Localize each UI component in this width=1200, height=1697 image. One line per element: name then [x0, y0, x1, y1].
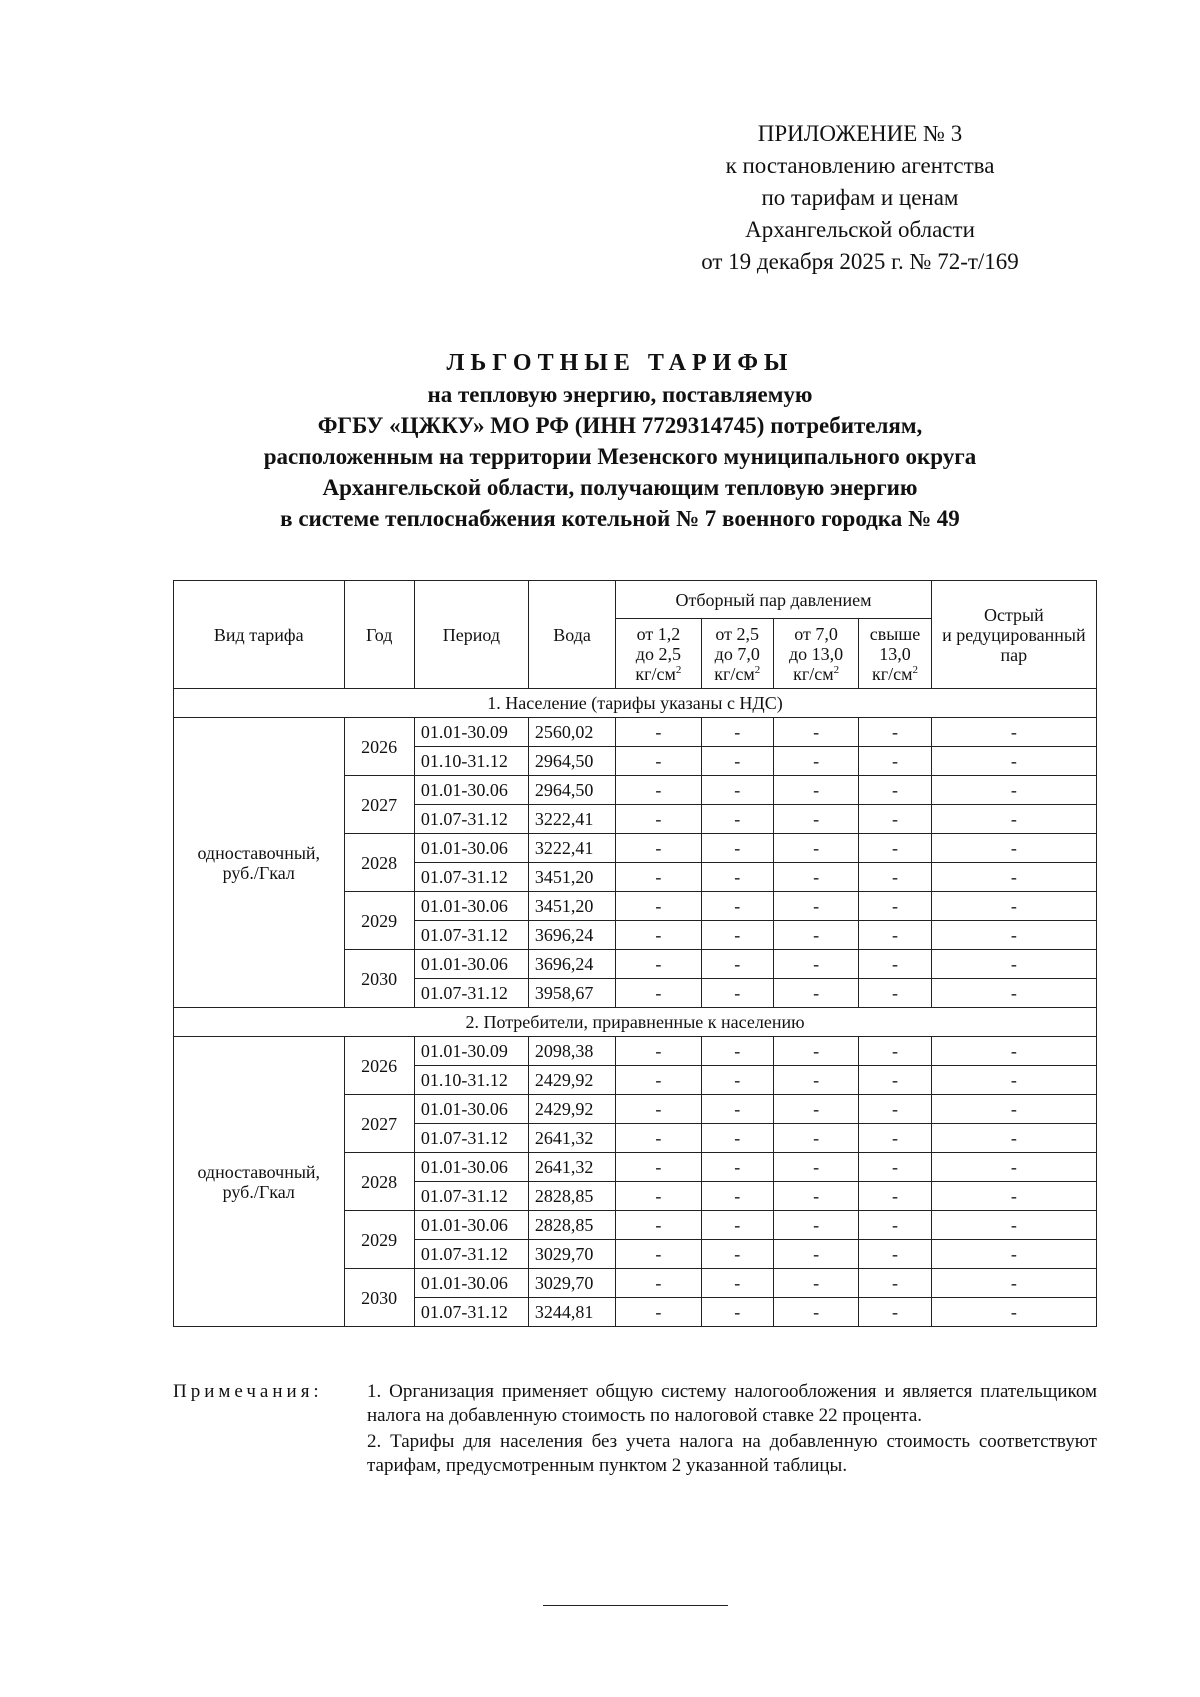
empty-value-cell: -: [773, 1153, 858, 1182]
empty-value-cell: -: [859, 1124, 932, 1153]
table-row: [174, 718, 1097, 747]
empty-value-cell: -: [701, 834, 773, 863]
year-cell: 2026: [344, 718, 414, 776]
tariff-table: [173, 580, 1097, 1327]
empty-value-cell: -: [931, 1037, 1096, 1066]
year-cell: 2027: [344, 776, 414, 834]
empty-value-cell: -: [773, 1182, 858, 1211]
empty-value-cell: -: [701, 718, 773, 747]
header-steam-line: свыше: [869, 623, 921, 644]
water-cell: 2098,38: [528, 1037, 615, 1066]
empty-value-cell: -: [859, 892, 932, 921]
empty-value-cell: -: [859, 1269, 932, 1298]
empty-value-cell: -: [859, 1240, 932, 1269]
title-line: расположенным на территории Мезенского муниципального округа: [263, 444, 977, 469]
water-cell: 3244,81: [528, 1298, 615, 1327]
header-steam-line: до 13,0: [789, 643, 844, 664]
empty-value-cell: -: [701, 892, 773, 921]
header-steam-line: до 7,0: [714, 643, 760, 664]
header-steam-col: [616, 619, 701, 689]
empty-value-cell: -: [773, 1095, 858, 1124]
unit-text: кг/см: [714, 663, 755, 684]
empty-value-cell: -: [931, 1269, 1096, 1298]
empty-value-cell: -: [773, 921, 858, 950]
notes: [173, 1380, 1097, 1480]
empty-value-cell: -: [931, 834, 1096, 863]
unit-text: кг/см: [635, 663, 676, 684]
empty-value-cell: -: [859, 834, 932, 863]
water-cell: 2560,02: [528, 718, 615, 747]
empty-value-cell: -: [701, 1037, 773, 1066]
empty-value-cell: -: [859, 747, 932, 776]
empty-value-cell: -: [616, 1153, 701, 1182]
empty-value-cell: -: [616, 1066, 701, 1095]
empty-value-cell: -: [931, 979, 1096, 1008]
empty-value-cell: -: [859, 1153, 932, 1182]
appendix-line: Архангельской области: [745, 217, 975, 242]
water-cell: 3958,67: [528, 979, 615, 1008]
empty-value-cell: -: [701, 747, 773, 776]
empty-value-cell: -: [701, 776, 773, 805]
empty-value-cell: -: [616, 805, 701, 834]
period-cell: 01.07-31.12: [414, 1240, 528, 1269]
period-cell: 01.10-31.12: [414, 747, 528, 776]
document-title: [120, 348, 1120, 534]
unit-superscript: 2: [912, 663, 918, 676]
signature-line: [543, 1605, 728, 1606]
table-row: [174, 1037, 1097, 1066]
header-sharp-line: Острый: [983, 604, 1044, 625]
period-cell: 01.07-31.12: [414, 979, 528, 1008]
header-year: Год: [344, 581, 414, 689]
period-cell: 01.01-30.06: [414, 1095, 528, 1124]
water-cell: 3451,20: [528, 863, 615, 892]
empty-value-cell: -: [701, 1211, 773, 1240]
empty-value-cell: -: [931, 718, 1096, 747]
empty-value-cell: -: [773, 776, 858, 805]
empty-value-cell: -: [616, 1124, 701, 1153]
year-cell: 2029: [344, 892, 414, 950]
empty-value-cell: -: [859, 1037, 932, 1066]
table-header: [174, 581, 1097, 689]
year-cell: 2030: [344, 1269, 414, 1327]
header-tariff-type: Вид тарифа: [174, 581, 345, 689]
header-steam-line: до 2,5: [635, 643, 681, 664]
water-cell: 3222,41: [528, 805, 615, 834]
header-steam-group: Отборный пар давлением: [616, 581, 931, 619]
empty-value-cell: -: [931, 1211, 1096, 1240]
empty-value-cell: -: [701, 863, 773, 892]
empty-value-cell: -: [773, 834, 858, 863]
header-steam-col: [773, 619, 858, 689]
empty-value-cell: -: [931, 1240, 1096, 1269]
header-steam-line: от 1,2: [636, 623, 681, 644]
empty-value-cell: -: [701, 1153, 773, 1182]
appendix-header: [650, 118, 1070, 278]
empty-value-cell: -: [701, 1269, 773, 1298]
empty-value-cell: -: [859, 979, 932, 1008]
title-line: ФГБУ «ЦЖКУ» МО РФ (ИНН 7729314745) потребителям,: [317, 413, 923, 438]
appendix-line: от 19 декабря 2025 г. № 72-т/169: [701, 249, 1019, 274]
period-cell: 01.07-31.12: [414, 863, 528, 892]
tariff-type-cell: [174, 1037, 345, 1327]
empty-value-cell: -: [701, 1124, 773, 1153]
empty-value-cell: -: [931, 1298, 1096, 1327]
year-cell: 2028: [344, 1153, 414, 1211]
water-cell: 3029,70: [528, 1240, 615, 1269]
empty-value-cell: -: [931, 747, 1096, 776]
unit-text: кг/см: [871, 663, 913, 684]
empty-value-cell: -: [931, 1095, 1096, 1124]
header-steam-col: [859, 619, 932, 689]
empty-value-cell: -: [773, 1211, 858, 1240]
header-sharp-line: пар: [1000, 644, 1028, 665]
year-cell: 2026: [344, 1037, 414, 1095]
empty-value-cell: -: [701, 979, 773, 1008]
water-cell: 2828,85: [528, 1182, 615, 1211]
section-title: 1. Население (тарифы указаны с НДС): [174, 689, 1097, 718]
period-cell: 01.01-30.06: [414, 776, 528, 805]
empty-value-cell: -: [616, 979, 701, 1008]
empty-value-cell: -: [701, 805, 773, 834]
empty-value-cell: -: [616, 1182, 701, 1211]
header-steam-col: [701, 619, 773, 689]
period-cell: 01.01-30.09: [414, 1037, 528, 1066]
note-item: 2. Тарифы для населения без учета налога на добавленную стоимость соответствуют тарифам, предусмотренным пунктом 2 указанной таблицы.: [367, 1431, 1097, 1476]
water-cell: 3451,20: [528, 892, 615, 921]
unit-superscript: 2: [754, 663, 761, 676]
water-cell: 2828,85: [528, 1211, 615, 1240]
title-heading: ЛЬГОТНЫЕ ТАРИФЫ: [446, 350, 794, 376]
empty-value-cell: -: [701, 921, 773, 950]
empty-value-cell: -: [773, 1037, 858, 1066]
empty-value-cell: -: [773, 1066, 858, 1095]
tariff-type-line: руб./Гкал: [222, 862, 295, 883]
title-line: на тепловую энергию, поставляемую: [427, 382, 813, 407]
empty-value-cell: -: [701, 1095, 773, 1124]
water-cell: 2641,32: [528, 1124, 615, 1153]
section-row: [174, 1008, 1097, 1037]
water-cell: 2641,32: [528, 1153, 615, 1182]
header-sharp-steam: [931, 581, 1096, 689]
appendix-line: ПРИЛОЖЕНИЕ № 3: [757, 121, 963, 146]
empty-value-cell: -: [859, 1095, 932, 1124]
appendix-line: по тарифам и ценам: [761, 185, 959, 210]
empty-value-cell: -: [931, 1066, 1096, 1095]
empty-value-cell: -: [931, 892, 1096, 921]
period-cell: 01.07-31.12: [414, 1298, 528, 1327]
empty-value-cell: -: [859, 805, 932, 834]
title-line: в системе теплоснабжения котельной № 7 военного городка № 49: [280, 506, 960, 531]
empty-value-cell: -: [616, 1211, 701, 1240]
empty-value-cell: -: [931, 776, 1096, 805]
period-cell: 01.07-31.12: [414, 1182, 528, 1211]
period-cell: 01.01-30.06: [414, 1153, 528, 1182]
empty-value-cell: -: [931, 1153, 1096, 1182]
header-steam-line: от 7,0: [794, 623, 838, 644]
table-body: [174, 689, 1097, 1327]
section-title: 2. Потребители, приравненные к населению: [174, 1008, 1097, 1037]
notes-label: Примечания:: [173, 1381, 323, 1402]
period-cell: 01.01-30.06: [414, 892, 528, 921]
empty-value-cell: -: [773, 892, 858, 921]
period-cell: 01.10-31.12: [414, 1066, 528, 1095]
empty-value-cell: -: [773, 718, 858, 747]
empty-value-cell: -: [773, 805, 858, 834]
header-steam-unit: [704, 664, 771, 684]
period-cell: 01.01-30.06: [414, 950, 528, 979]
empty-value-cell: -: [701, 950, 773, 979]
tariff-type-line: руб./Гкал: [222, 1181, 295, 1202]
empty-value-cell: -: [616, 1037, 701, 1066]
header-steam-unit: [776, 664, 856, 684]
empty-value-cell: -: [931, 863, 1096, 892]
empty-value-cell: -: [859, 718, 932, 747]
tariff-type-line: одноставочный,: [197, 842, 321, 863]
empty-value-cell: -: [859, 1182, 932, 1211]
empty-value-cell: -: [773, 1124, 858, 1153]
empty-value-cell: -: [859, 950, 932, 979]
water-cell: 2964,50: [528, 747, 615, 776]
water-cell: 3696,24: [528, 921, 615, 950]
empty-value-cell: -: [859, 1066, 932, 1095]
water-cell: 3696,24: [528, 950, 615, 979]
unit-superscript: 2: [833, 663, 840, 676]
empty-value-cell: -: [616, 1269, 701, 1298]
empty-value-cell: -: [701, 1066, 773, 1095]
empty-value-cell: -: [931, 805, 1096, 834]
tariff-type-cell: [174, 718, 345, 1008]
period-cell: 01.01-30.09: [414, 718, 528, 747]
empty-value-cell: -: [616, 863, 701, 892]
header-steam-line: 13,0: [879, 643, 911, 664]
empty-value-cell: -: [616, 921, 701, 950]
empty-value-cell: -: [773, 863, 858, 892]
header-period: Период: [414, 581, 528, 689]
empty-value-cell: -: [859, 776, 932, 805]
note-item: 1. Организация применяет общую систему налогообложения и является плательщиком налога на добавленную стоимость по налоговой ставке 22 процента.: [367, 1381, 1097, 1426]
year-cell: 2028: [344, 834, 414, 892]
period-cell: 01.01-30.06: [414, 834, 528, 863]
year-cell: 2027: [344, 1095, 414, 1153]
empty-value-cell: -: [859, 1298, 932, 1327]
empty-value-cell: -: [773, 950, 858, 979]
empty-value-cell: -: [773, 979, 858, 1008]
empty-value-cell: -: [931, 950, 1096, 979]
water-cell: 2429,92: [528, 1066, 615, 1095]
empty-value-cell: -: [773, 1240, 858, 1269]
period-cell: 01.07-31.12: [414, 1124, 528, 1153]
empty-value-cell: -: [616, 776, 701, 805]
water-cell: 3029,70: [528, 1269, 615, 1298]
header-water: Вода: [528, 581, 615, 689]
empty-value-cell: -: [616, 1298, 701, 1327]
empty-value-cell: -: [859, 863, 932, 892]
water-cell: 3222,41: [528, 834, 615, 863]
period-cell: 01.07-31.12: [414, 921, 528, 950]
year-cell: 2030: [344, 950, 414, 1008]
empty-value-cell: -: [931, 921, 1096, 950]
empty-value-cell: -: [701, 1182, 773, 1211]
empty-value-cell: -: [616, 892, 701, 921]
empty-value-cell: -: [616, 718, 701, 747]
empty-value-cell: -: [859, 1211, 932, 1240]
section-row: [174, 689, 1097, 718]
empty-value-cell: -: [859, 921, 932, 950]
empty-value-cell: -: [701, 1298, 773, 1327]
header-steam-unit: [618, 664, 698, 684]
empty-value-cell: -: [773, 1269, 858, 1298]
appendix-line: к постановлению агентства: [725, 153, 995, 178]
water-cell: 2429,92: [528, 1095, 615, 1124]
header-steam-unit: [861, 664, 929, 684]
empty-value-cell: -: [616, 747, 701, 776]
header-sharp-line: и редуцированный: [942, 624, 1086, 645]
empty-value-cell: -: [773, 747, 858, 776]
empty-value-cell: -: [616, 1095, 701, 1124]
year-cell: 2029: [344, 1211, 414, 1269]
header-steam-line: от 2,5: [715, 623, 760, 644]
period-cell: 01.07-31.12: [414, 805, 528, 834]
unit-superscript: 2: [675, 663, 682, 676]
title-line: Архангельской области, получающим тепловую энергию: [322, 475, 918, 500]
tariff-type-line: одноставочный,: [197, 1161, 321, 1182]
empty-value-cell: -: [773, 1298, 858, 1327]
unit-text: кг/см: [793, 663, 834, 684]
empty-value-cell: -: [616, 834, 701, 863]
empty-value-cell: -: [931, 1124, 1096, 1153]
empty-value-cell: -: [701, 1240, 773, 1269]
period-cell: 01.01-30.06: [414, 1211, 528, 1240]
period-cell: 01.01-30.06: [414, 1269, 528, 1298]
empty-value-cell: -: [931, 1182, 1096, 1211]
empty-value-cell: -: [616, 1240, 701, 1269]
water-cell: 2964,50: [528, 776, 615, 805]
empty-value-cell: -: [616, 950, 701, 979]
